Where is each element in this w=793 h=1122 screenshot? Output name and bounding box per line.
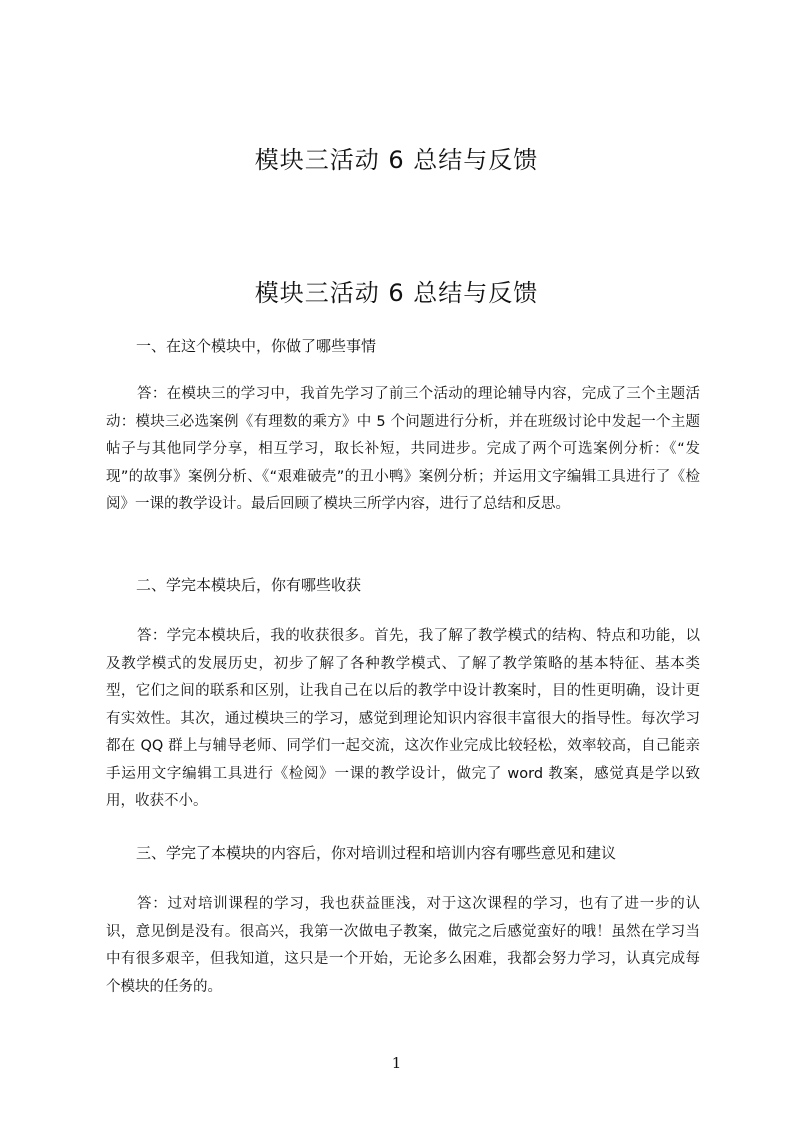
section-2-answer: 答：学完本模块后，我的收获很多。首先，我了解了教学模式的结构、特点和功能，以及教学模式的发展历史，初步了解了各种教学模式、了解了教学策略的基本特征、基本类型，它们之间的联系和区别，让我自己在以后的教学中设计教案时，目的性更明确，设计更有实效性。其次，通过模块三的学习，感觉到理论知识内容很丰富很大的指导性。每次学习都在 QQ 群上与辅导老师、同学们一起交流，这次作业完成比较轻松，效率较高，自己能亲手运用文字编辑工具进行《检阅》一课的教学设计，做完了 word 教案，感觉真是学以致用，收获不小。	[106, 628, 700, 809]
section-1-heading: 一、在这个模块中，你做了哪些事情	[136, 337, 377, 355]
section-2-heading: 二、学完本模块后，你有哪些收获	[136, 576, 362, 594]
document-top-title: 模块三活动 6 总结与反馈	[254, 146, 539, 174]
section-3-answer: 答：过对培训课程的学习，我也获益匪浅，对于这次课程的学习，也有了进一步的认识，意见倒是没有。很高兴，我第一次做电子教案，做完之后感觉蛮好的哦！虽然在学习当中有很多艰辛，但我知道，这只是一个开始，无论多么困难，我都会努力学习，认真完成每个模块的任务的。	[106, 896, 700, 995]
section-1-answer: 答：在模块三的学习中，我首先学习了前三个活动的理论辅导内容，完成了三个主题活动：模块三必选案例《有理数的乘方》中 5 个问题进行分析，并在班级讨论中发起一个主题帖子与其他同学分享，相互学习，取长补短，共同进步。完成了两个可选案例分析：《“发现”的故事》案例分析、《“艰难破壳”的丑小鸭》案例分析；并运用文字编辑工具进行了《检阅》一课的教学设计。最后回顾了模块三所学内容，进行了总结和反思。	[106, 386, 700, 512]
document-main-title: 模块三活动 6 总结与反馈	[254, 279, 539, 307]
page-number: 1	[391, 1054, 402, 1072]
section-3-heading: 三、学完了本模块的内容后，你对培训过程和培训内容有哪些意见和建议	[136, 844, 617, 862]
